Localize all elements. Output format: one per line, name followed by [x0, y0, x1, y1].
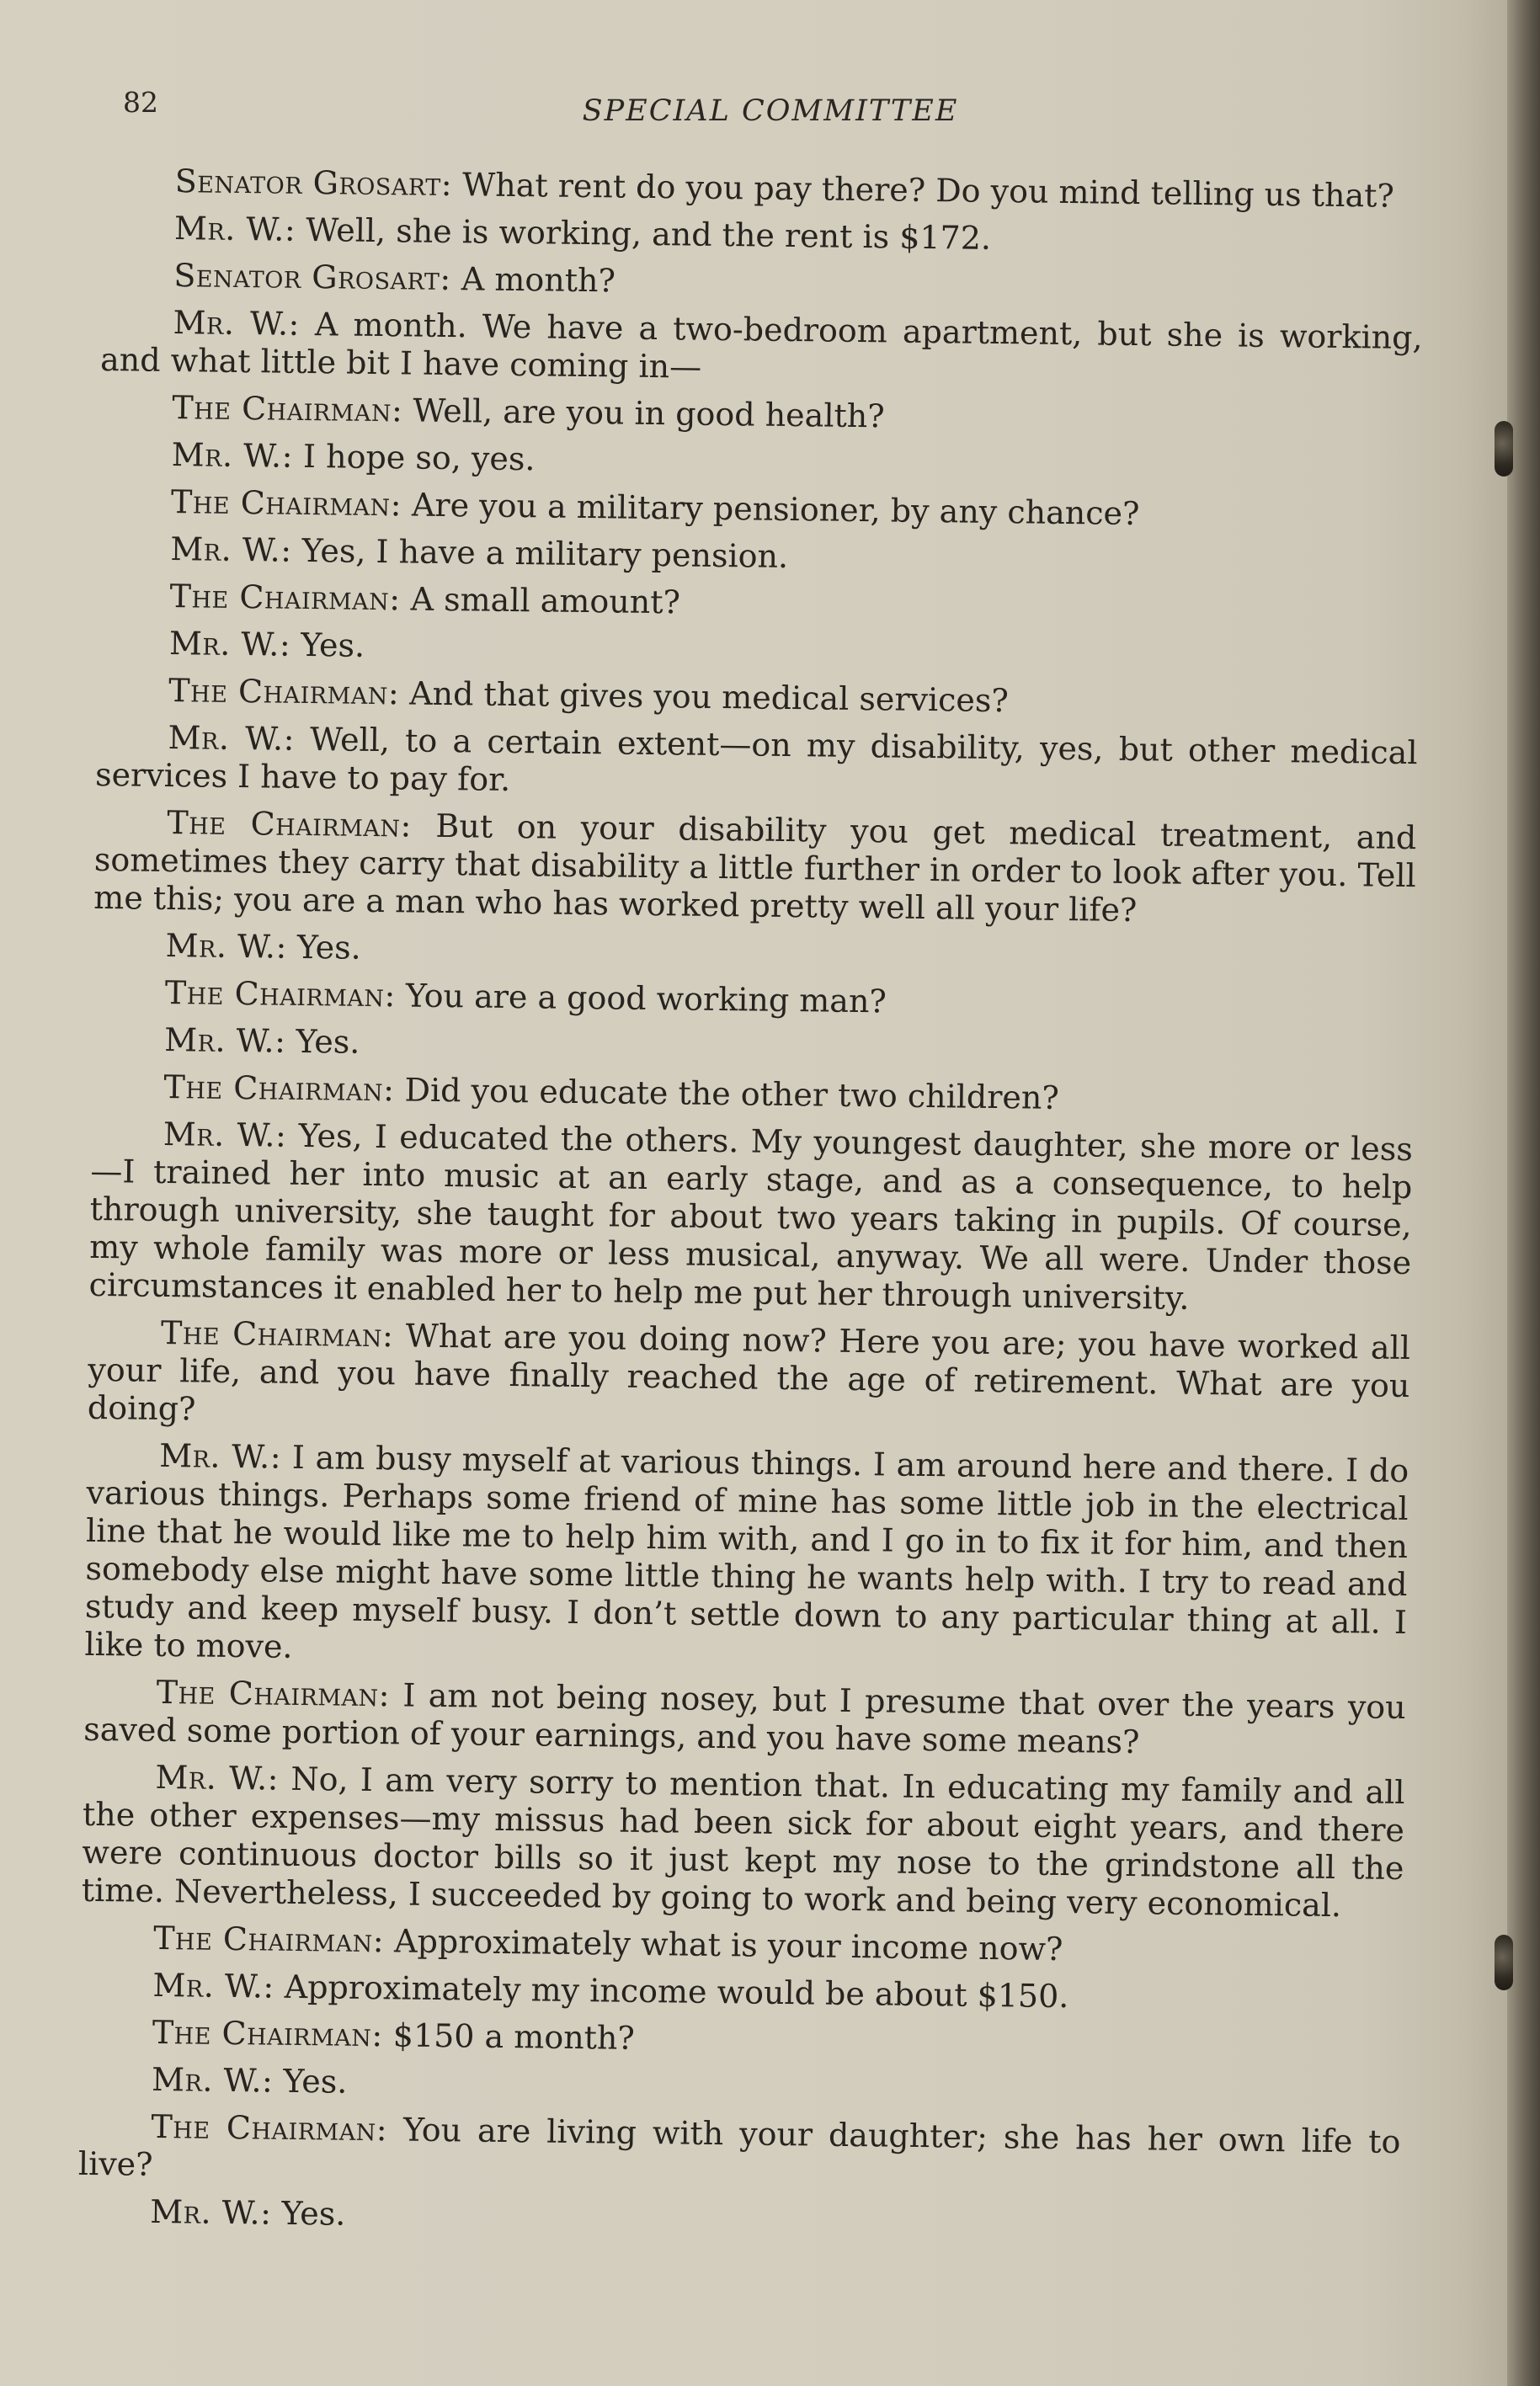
speaker-name: Mr. W.:	[151, 2060, 274, 2100]
speech-text: Well, she is working, and the rent is $172.	[306, 210, 992, 257]
transcript-paragraph	[95, 718, 1418, 810]
speaker-name: Mr. W.:	[163, 1115, 287, 1154]
transcript-paragraph	[92, 1020, 1414, 1074]
transcript-body	[77, 162, 1425, 2256]
speaker-name: Mr. W.:	[155, 1758, 280, 1797]
speech-text: Yes.	[296, 928, 362, 967]
speech-text: A month. We have a two-bedroom apartment, but she is working, and what little bit I have coming in—	[99, 306, 1423, 386]
speech-text: A small amount?	[410, 580, 681, 621]
speech-text: Are you a military pensioner, by any chance?	[411, 486, 1140, 533]
transcript-paragraph	[80, 2013, 1402, 2067]
speaker-name: Senator Grosart:	[173, 257, 452, 298]
speech-text: What rent do you pay there? Do you mind telling us that?	[461, 166, 1395, 215]
speaker-name: The Chairman:	[164, 973, 397, 1015]
speaker-name: Mr. W.:	[168, 719, 296, 758]
speech-text: Well, are you in good health?	[413, 391, 885, 435]
transcript-paragraph	[93, 803, 1417, 933]
speaker-name: Mr. W.:	[173, 210, 296, 248]
speech-text: Approximately what is your income now?	[393, 1922, 1063, 1968]
speech-text: Yes.	[283, 2062, 348, 2101]
speech-text: Yes.	[296, 1022, 360, 1061]
transcript-paragraph	[99, 482, 1420, 536]
page-number: 82	[123, 86, 158, 119]
speaker-name: The Chairman:	[169, 578, 401, 618]
transcript-paragraph	[93, 973, 1415, 1027]
transcript-paragraph	[84, 1436, 1409, 1680]
speech-text: You are a good working man?	[405, 977, 887, 1020]
transcript-paragraph	[88, 1313, 1411, 1443]
transcript-paragraph	[81, 1919, 1403, 1973]
speech-text: I am not being nosey, but I presume that over the years you saved some portion of your earnings, and you have some means?	[83, 1676, 1406, 1761]
speaker-name: The Chairman:	[152, 2013, 383, 2054]
speech-text: $150 a month?	[392, 2016, 636, 2057]
transcript-paragraph	[96, 671, 1418, 725]
speech-text: I am busy myself at various things. I am around here and there. I do various things. Perhaps some friend of mine has some little job in the electrical line that he would like me to help him with, and I go in to fix it for him, and then somebody else might have some little thing he wants help with. I try to read and study and keep myself busy. I don’t settle down to any particular thing at all. I like to move.	[84, 1438, 1409, 1665]
transcript-paragraph	[82, 1758, 1405, 1925]
speaker-name: Mr. W.:	[163, 1020, 286, 1060]
speech-text: Yes, I educated the others. My youngest daughter, she more or less—I trained her into music at an early stage, and as a consequence, to help through university, she taught for about two years taking in pupils. Of course, my whole family was more or less musical, anyway. We all were. Under those circumstances it enabled her to help me put her through university.	[88, 1116, 1414, 1317]
speech-text: I hope so, yes.	[302, 437, 536, 478]
speaker-name: Mr. W.:	[171, 436, 294, 475]
transcript-paragraph	[102, 209, 1424, 263]
speaker-name: The Chairman:	[156, 1673, 391, 1714]
transcript-paragraph	[78, 2107, 1401, 2199]
binding-clip-icon	[1495, 1935, 1513, 1990]
transcript-paragraph	[99, 435, 1420, 489]
speech-text: But on your disability you get medical treatment, and sometimes they carry that disability a little further in order to look after you. Tell me this; you are a man who has worked pretty well all your life?	[93, 807, 1417, 929]
speech-text: Approximately my income would be about $150.	[284, 1968, 1069, 2016]
speech-text: And that gives you medical services?	[409, 674, 1010, 720]
transcript-paragraph	[101, 256, 1423, 310]
binding-clip-icon	[1495, 421, 1513, 477]
running-title: SPECIAL COMMITTEE	[582, 94, 959, 128]
speech-text: Yes, I have a military pension.	[301, 531, 789, 575]
speaker-name: Mr. W.:	[168, 625, 291, 663]
speaker-name: Mr. W.:	[170, 530, 292, 569]
transcript-paragraph	[99, 388, 1421, 442]
transcript-paragraph	[102, 162, 1424, 216]
speech-text: Yes.	[281, 2194, 346, 2233]
speech-text: A month?	[461, 260, 616, 300]
speaker-name: Mr. W.:	[158, 1436, 282, 1476]
speech-text: Did you educate the other two children?	[404, 1071, 1060, 1116]
speech-text: Well, to a certain extent—on my disability, yes, but other medical services I have to pay for.	[94, 721, 1418, 798]
speech-text: No, I am very sorry to mention that. In educating my family and all the other expenses—my missus had been sick for about eight years, and there were continuous doctor bills so it just kept my nose to the grindstone all the time. Nevertheless, I succeeded by going to work and being very economical.	[81, 1760, 1405, 1925]
speaker-name: The Chairman:	[160, 1313, 394, 1355]
speaker-name: The Chairman:	[151, 2107, 388, 2149]
transcript-paragraph	[98, 530, 1420, 583]
transcript-paragraph	[93, 926, 1415, 980]
transcript-paragraph	[83, 1673, 1406, 1765]
speaker-name: The Chairman:	[163, 1068, 395, 1109]
speaker-name: The Chairman:	[167, 803, 413, 844]
speaker-name: Mr. W.:	[149, 2192, 272, 2232]
speech-text: What are you doing now? Here you are; you have worked all your life, and you have finally reached the age of retirement. What are you doing?	[87, 1317, 1411, 1428]
speech-text: Yes.	[301, 626, 365, 664]
speaker-name: Mr. W.:	[152, 1966, 275, 2005]
speaker-name: Mr. W.:	[165, 926, 288, 966]
speaker-name: Senator Grosart:	[174, 162, 453, 204]
transcript-paragraph	[100, 303, 1423, 395]
book-spine-edge	[1507, 0, 1540, 2386]
transcript-paragraph	[97, 624, 1419, 678]
speaker-name: The Chairman:	[172, 389, 403, 429]
transcript-paragraph	[88, 1115, 1413, 1320]
speaker-name: The Chairman:	[170, 483, 402, 524]
speaker-name: The Chairman:	[168, 672, 400, 712]
speaker-name: The Chairman:	[152, 1919, 385, 1960]
transcript-paragraph	[97, 577, 1419, 631]
transcript-paragraph	[91, 1068, 1413, 1121]
transcript-paragraph	[79, 2060, 1401, 2114]
speech-text: You are living with your daughter; she has her own life to live?	[77, 2111, 1401, 2183]
transcript-paragraph	[77, 2192, 1399, 2246]
transcript-paragraph	[80, 1966, 1402, 2020]
speaker-name: Mr. W.:	[173, 304, 301, 343]
